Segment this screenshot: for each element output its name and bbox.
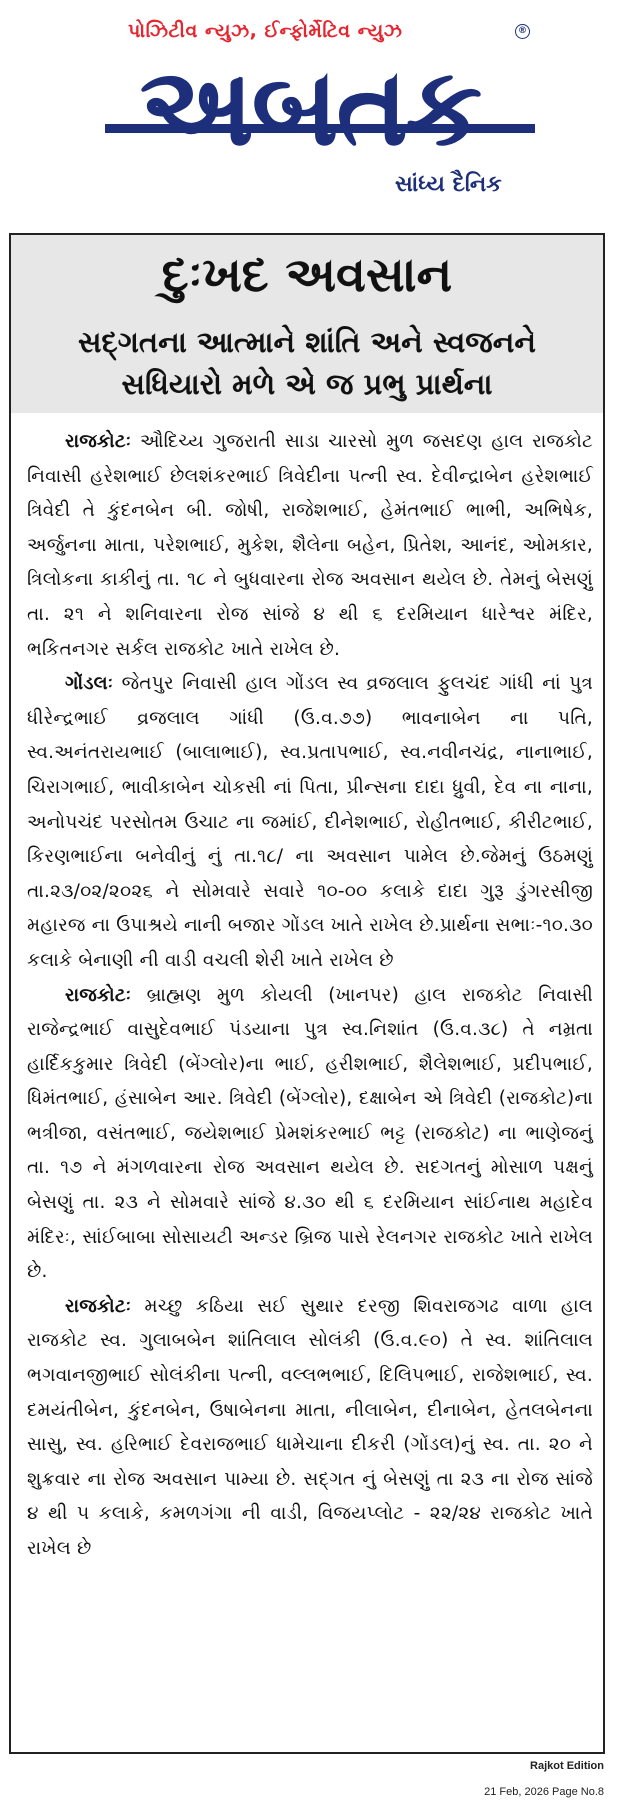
notice-title: દુઃખદ અવસાન bbox=[161, 247, 453, 303]
obituary-notice-box bbox=[9, 233, 605, 1754]
obituary-entry bbox=[27, 667, 593, 978]
masthead-subtitle: સાંધ્ય દૈનિક bbox=[395, 172, 502, 197]
date-page-label: 21 Feb, 2026 Page No.8 bbox=[484, 1786, 604, 1798]
logo-text: અબતક bbox=[139, 46, 481, 170]
notice-subtitle-line-2: સધિયારો મળે એ જ પ્રભુ પ્રાર્થના bbox=[121, 367, 493, 401]
obituary-entry bbox=[27, 979, 593, 1290]
entry-text: બ્રાહ્મણ મુળ કોયલી (ખાનપર) હાલ રાજકોટ નિવાસી રાજેન્દ્રભાઈ વાસુદેવભાઈ પંડયાના પુત્ર સ્વ.નિશાંત (ઉ.વ.૩૮) તે નમ્રતા હાર્દિકકુમાર ત્રિવેદી (બેંગ્લોર)ના ભાઈ, હરીશભાઈ, શૈલેશભાઈ, પ્રદીપભાઈ, ધિમંતભાઈ, હંસાબેન આર. ત્રિવેદી (બેંગ્લોર), દક્ષાબેન એ ત્રિવેદી (રાજકોટ)ના ભત્રીજા, વસંતભાઈ, જયેશભાઈ પ્રેમશંકરભાઈ ભટ્ટ (રાજકોટ) ના ભાણેજનું તા. ૧૭ ને મંગળવારના રોજ અવસાન થયેલ છે. સદગતનું મોસાળ પક્ષનું બેસણું તા. ૨૩ ને સોમવારે સાંજે ૪.૩૦ થી ૬ દરમિયાન સાંઈનાથ મહાદેવ મંદિરઃ, સાંઈબાબા સોસાયટી અન્ડર બ્રિજ પાસે રેલનગર રાજકોટ ખાતે રાખેલ છે. bbox=[27, 984, 593, 1283]
notice-header bbox=[11, 235, 603, 413]
masthead bbox=[0, 0, 618, 220]
notice-body bbox=[27, 425, 593, 1567]
obituary-entry bbox=[27, 425, 593, 667]
entry-text: મચ્છુ કઠિયા સઈ સુથાર દરજી શિવરાજગઢ વાળા હાલ રાજકોટ સ્વ. ગુલાબબેન શાંતિલાલ સોલંકી (ઉ.વ.૯૦) તે સ્વ. શાંતિલાલ ભગવાનજીભાઈ સોલંકીના પત્ની, વલ્લભભાઈ, દિલિપભાઈ, રાજેશભાઈ, સ્વ. દમયંતીબેન, કુંદનબેન, ઉષાબેનના માતા, નીલાબેન, દીનાબેન, હેતલબેનના સાસુ, સ્વ. હરિભાઈ દેવરાજભાઈ ધામેચાના દીકરી (ગોંડલ)નું સ્વ. તા. ૨૦ ને શુક્રવાર ના રોજ અવસાન પામ્યા છે. સદ્ગત નું બેસણું તા ૨૩ ના રોજ સાંજે ૪ થી ૫ કલાકે, કમળગંગા ની વાડી, વિજયપ્લોટ - ૨૨/૨૪ રાજકોટ ખાતે રાખેલ છે bbox=[27, 1295, 593, 1559]
newspaper-logo bbox=[85, 46, 535, 170]
registered-mark-icon: ® bbox=[515, 24, 530, 39]
entry-place: રાજકોટઃ bbox=[65, 1295, 132, 1317]
notice-subtitle-line-1: સદ્ગતના આત્માને શાંતિ અને સ્વજનને bbox=[78, 325, 536, 359]
obituary-entry bbox=[27, 1290, 593, 1567]
edition-label: Rajkot Edition bbox=[530, 1760, 604, 1772]
entry-text: જેતપુર નિવાસી હાલ ગોંડલ સ્વ વ્રજલાલ ફુલચંદ ગાંધી નાં પુત્ર ધીરેન્દ્રભાઈ વ્રજલાલ ગાંધી (ઉ.વ.૭૭) ભાવનાબેન ના પતિ, સ્વ.અનંતરાયભાઈ (બાલાભાઈ), સ્વ.પ્રતાપભાઈ, સ્વ.નવીનચંદ્ર, નાનાભાઈ, ચિરાગભાઈ, ભાવીકાબેન ચોકસી નાં પિતા, પ્રીન્સના દાદા ધ્રુવી, દેવ ના નાના, અનોપચંદ પરસોતમ ઉચાટ ના જમાંઈ, દીનેશભાઈ, રોહીતભાઈ, કીરીટભાઈ, કિરણભાઈના બનેવીનું નું તા.૧૮/ ના અવસાન પામેલ છે.જેમનું ઉઠમણું તા.૨૩/૦૨/૨૦૨૬ ને સોમવારે સવારે ૧૦-૦૦ કલાકે દાદા ગુરૂ ડુંગરસીજી મહારજ ના ઉપાશ્રયે નાની બજાર ગોંડલ ખાતે રાખેલ છે.પ્રાર્થના સભાઃ-૧૦.૩૦ કલાકે બેનાણી ની વાડી વચલી શેરી ખાતે રાખેલ છે bbox=[27, 673, 593, 971]
masthead-tagline: પોઝિટીવ ન્યુઝ, ઈન્ફોર્મેટિવ ન્યુઝ bbox=[128, 20, 403, 42]
entry-text: ઔદિચ્ય ગુજરાતી સાડા ચારસો મુળ જસદણ હાલ રાજકોટ નિવાસી હરેશભાઈ છેલશંકરભાઈ ત્રિવેદીના પત્ની સ્વ. દેવીન્દ્રાબેન હરેશભાઈ ત્રિવેદી તે કુંદનબેન બી. જોષી, રાજેશભાઈ, હેમંતભાઈ ભાભી, અભિષેક, અર્જુનના માતા, પરેશભાઈ, મુકેશ, શૈલેના બહેન, પ્રિતેશ, આનંદ, ઓમકાર, ત્રિલોકના કાકીનું તા. ૧૮ ને બુધવારના રોજ અવસાન થયેલ છે. તેમનું બેસણું તા. ૨૧ ને શનિવારના રોજ સાંજે ૪ થી ૬ દરમિયાન ધારેશ્વર મંદિર, ભકિતનગર સર્કલ રાજકોટ ખાતે રાખેલ છે. bbox=[27, 431, 593, 660]
entry-place: રાજકોટઃ bbox=[65, 431, 132, 452]
entry-place: ગોંડલઃ bbox=[65, 673, 114, 695]
entry-place: રાજકોટઃ bbox=[65, 984, 132, 1006]
notice-subtitle bbox=[11, 321, 603, 405]
